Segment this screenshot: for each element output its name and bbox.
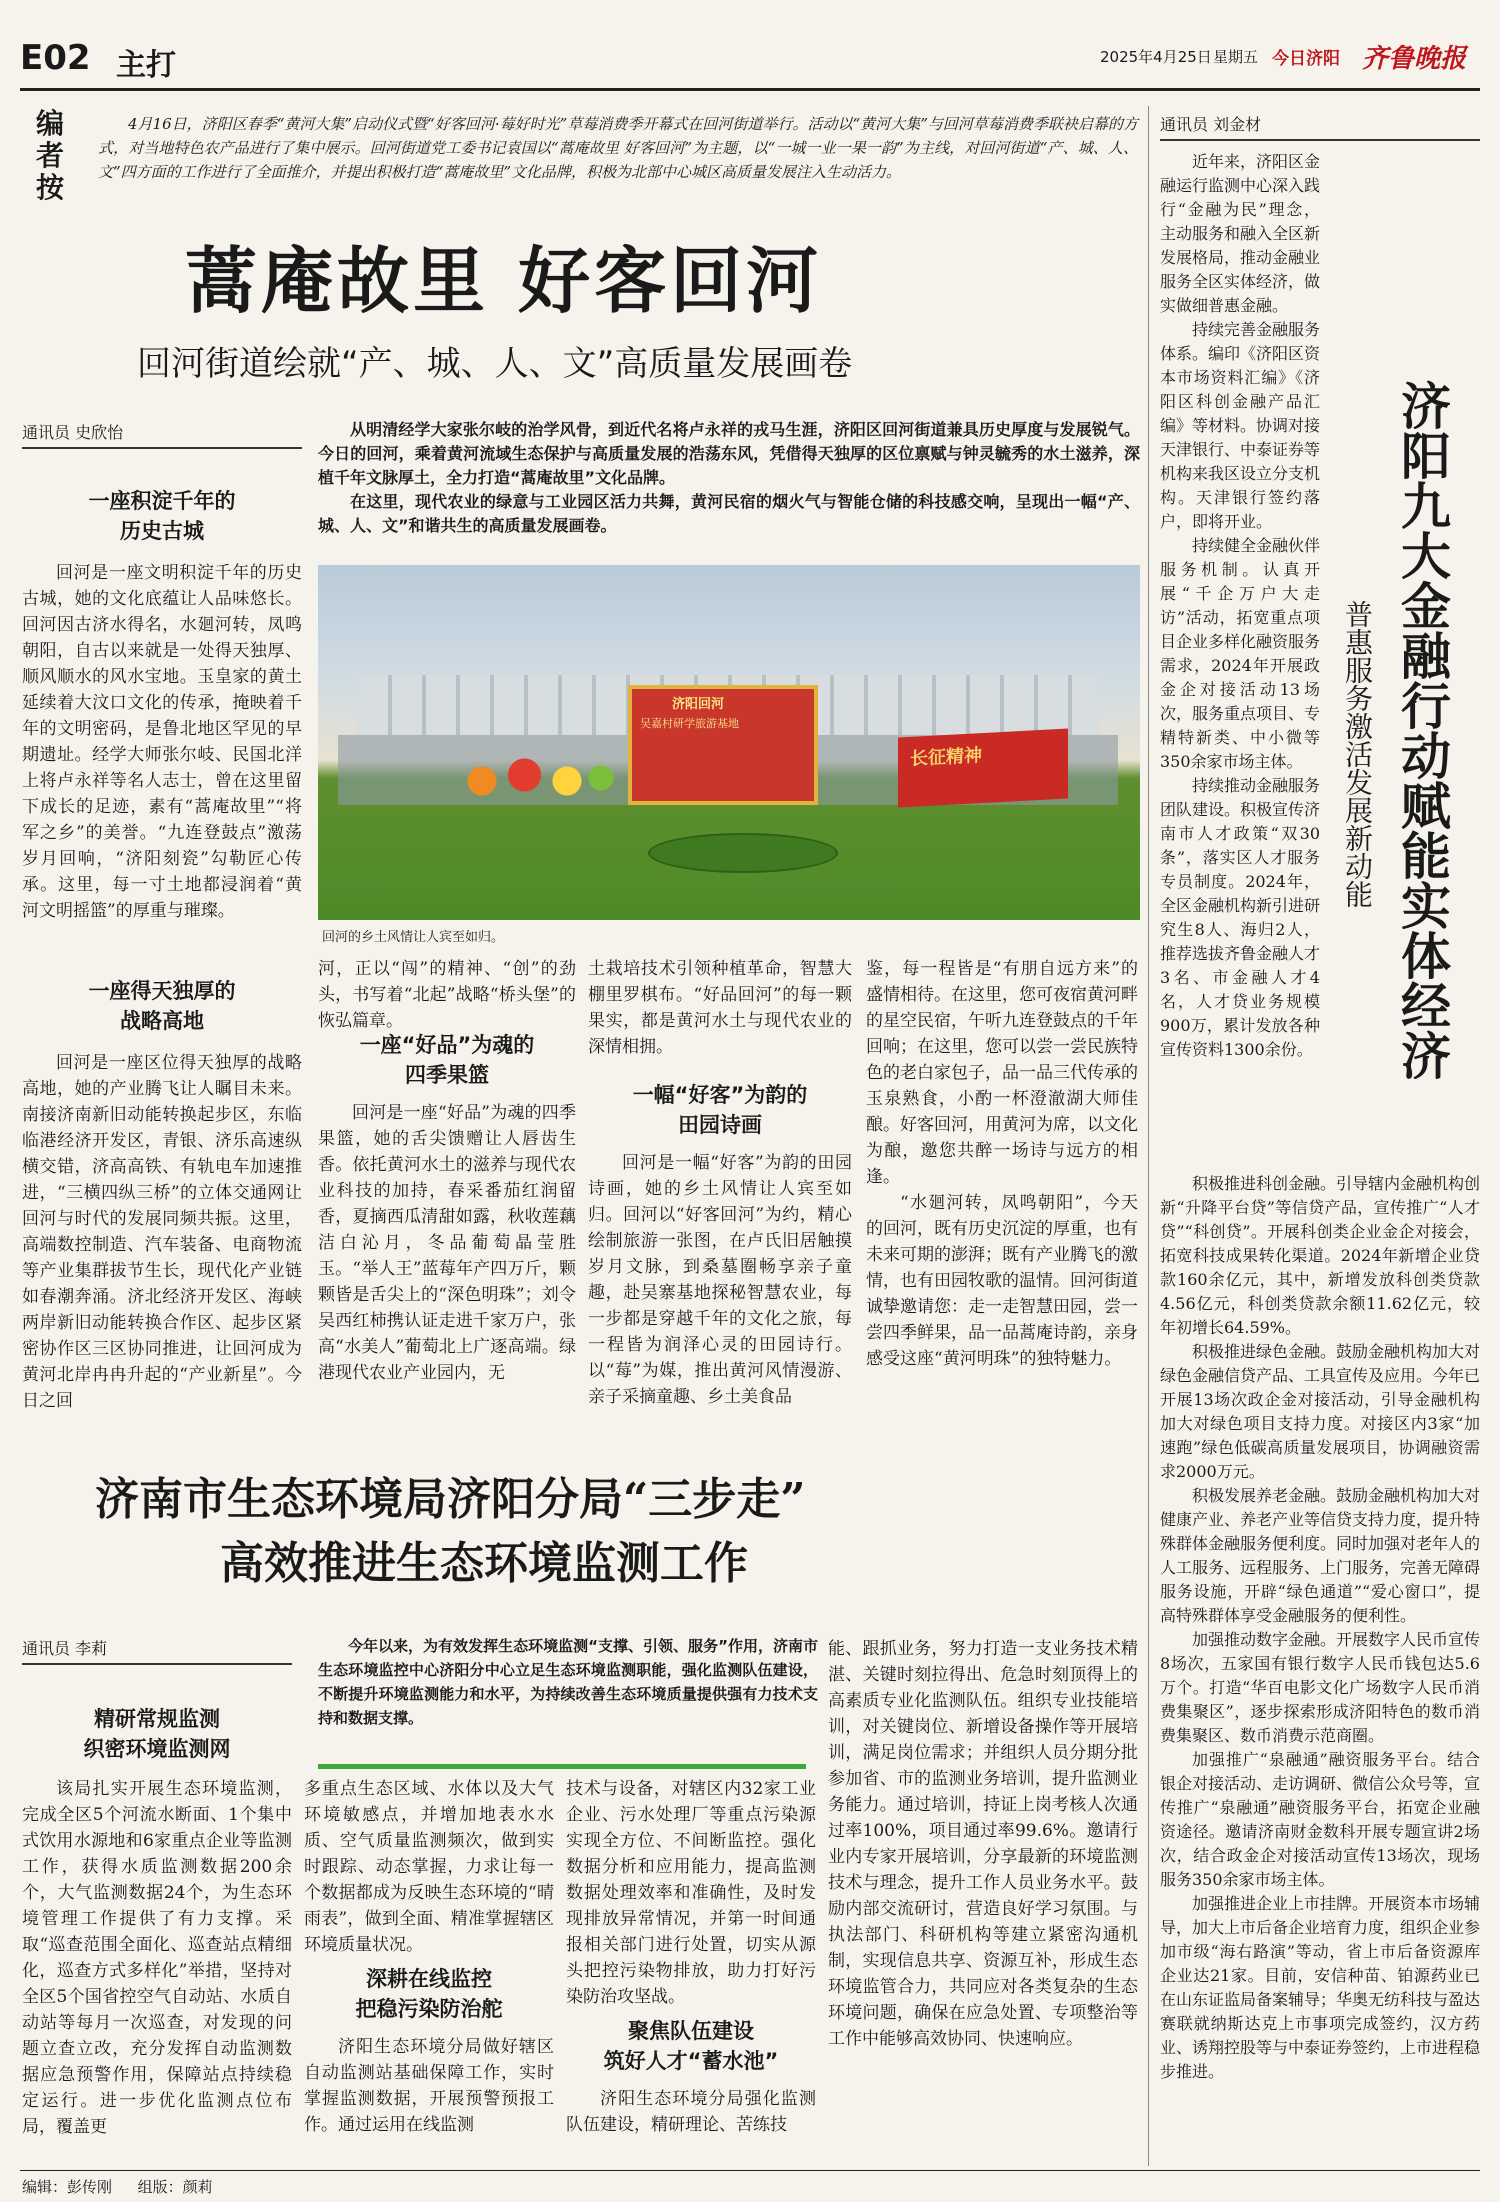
section-name: 主打: [116, 48, 176, 83]
article2-body-bottom: 积极推进科创金融。引导辖内金融机构创新“升降平台贷”等信贷产品，宣传推广“人才贷”“科创贷”。开展科创类企业金企对接会，拓宽科技成果转化渠道。2024年新增企业贷款160余亿元，其中，新增发放科创类贷款4.56亿元，科创类贷款余额11.62亿元，较年初增长64.59%。 积极推进绿色金融。鼓励金融机构加大对绿色金融信贷产品、工具宣传及应用。今年已开展13场次政企金对接活动，引导金融机构加大对绿色项目支持力度。对接区内3家“加速跑”绿色低碳高质量发展项目，协调融资需求2000万元。 积极发展养老金融。鼓励金融机构加大对健康产业、养老产业等信贷支持力度，提升特殊群体金融服务便利度。同时加强对老年人的人工服务、远程服务、上门服务，完善无障碍服务设施，开辟“绿色通道”“爱心窗口”，提高特殊群体享受金融服务的便利性。 加强推动数字金融。开展数字人民币宣传8场次，五家国有银行数字人民币钱包达5.6万个。打造“华百电影文化广场数字人民币消费集聚区”，逐步探索形成济阳特色的数币消费集聚区、数币消费示范商圈。 加强推广“泉融通”融资服务平台。结合银企对接活动、走访调研、微信公众号等，宣传推广“泉融通”融资服务平台，拓宽企业融资途径。邀请济南财金数科开展专题宣讲2场次，结合政金企对接活动宣传13场次，现场服务350余家市场主体。 加强推进企业上市挂牌。开展资本市场辅导，加大上市后备企业培育力度，组织企业参加市级“海右路演”等动，省上市后备资源库企业达21家。目前，安信种苗、铂源药业已在山东证监局备案辅导；华奥无纺科技与盈达赛联就纳斯达克上市事项完成签约，汉方药业、诱翔控股等与中泰证券签约，上市进程稳步推进。: [1160, 1174, 1481, 2081]
article1-headline: 蒿庵故里 好客回河: [185, 238, 823, 323]
entrance-sign-top: 济阳回河: [672, 697, 725, 712]
article1-subhead-2: 一座得天独厚的 战略高地: [88, 979, 236, 1033]
article3-col2-text-a: 多重点生态区域、水体以及大气环境敏感点，并增加地表水水质、空气质量监测频次，做到实时跟踪、动态掌握，力求让每一个数据都成为反映生态环境的“晴雨表”，做到全面、精准掌握辖区环境质量状况。: [304, 1779, 554, 1955]
editor-note-text: 4月16日，济阳区春季“黄河大集”启动仪式暨“好客回河·莓好时光”草莓消费季开幕式在回河街道举行。活动以“黄河大集”与回河草莓消费季联袂启幕的方式，对当地特色农产品进行了集中展示。回河街道党工委书记袁国以“蒿庵故里 好客回河”为主题，以“一城一业一果一韵”为主线，对回河街道“产、城、人、文”四方面的工作进行了全面推介，并提出积极打造“蒿庵故里”文化品牌，积极为北部中心城区高质量发展注入生动活力。: [98, 115, 1138, 181]
column-divider: [1148, 106, 1149, 2166]
banner-text: 长征精神: [910, 745, 982, 770]
page-number: E02: [20, 38, 91, 78]
article1-col3-text-a: 土栽培技术引领种植革命，智慧大棚里罗棋布。“好品回河”的每一颗果实，都是黄河水土与现代农业的深情相拥。: [588, 959, 852, 1057]
article1-col2-text-a: 河，正以“闯”的精神、“创”的劲头，书写着“北起”战略“桥头堡”的恢弘篇章。: [318, 959, 576, 1031]
article2-headline: 济阳九大金融行动赋能实体经济: [1393, 380, 1452, 1080]
issue-weekday: 星期五: [1213, 48, 1259, 66]
article2-byline: 通讯员 刘金材: [1160, 112, 1480, 141]
issue-date: 2025年4月25日: [1100, 48, 1212, 66]
article3-headline-2: 高效推进生态环境监测工作: [220, 1538, 748, 1589]
article3-col4-text: 能、跟抓业务，努力打造一支业务技术精湛、关键时刻拉得出、危急时刻顶得上的高素质专业化监测队伍。组织专业技能培训，对关键岗位、新增设备操作等开展培训，满足岗位需求；并组织人员分期分批参加省、市的监测业务培训，提升监测业务能力。通过培训，持证上岗考核人次通过率100%，项目通过率99.6%。邀请行业内专家开展培训，分享最新的环境监测技术与理念，提升工作人员业务水平。鼓励内部交流研讨，营造良好学习氛围。与执法部门、科研机构等建立紧密沟通机制，实现信息共享、资源互补，形成生态环境监管合力，共同应对各类复杂的生态环境问题，确保在应急处置、专项整治等工作中能够高效协同、快速响应。: [828, 1639, 1138, 2049]
footer: [22, 2176, 213, 2197]
decorative-figures: [448, 745, 618, 805]
article1-col2-text-b: 回河是一座“好品”为魂的四季果篮，她的舌尖馈赠让人唇齿生香。依托黄河水土的滋养与现代农业科技的加持，春采番茄红润留香，夏摘西瓜清甜如露，秋收莲藕洁白沁月，冬品葡萄晶莹胜玉。“举人王”蓝莓年产四万斤，颗颗皆是舌尖上的“深色明珠”；刘令吴西红柿携认证走进千家万户，张高“水美人”葡萄北上广逐高端。绿港现代农业产业园内，无: [318, 1103, 576, 1383]
article1-col3-text-b: 回河是一幅“好客”为韵的田园诗画，她的乡土风情让人宾至如归。回河以“好客回河”为约，精心绘制旅游一张图，在卢氏旧居触摸岁月文脉，到桑墓圈畅享亲子童趣，赴吴寨基地探秘智慧农业，每一步都是穿越千年的文化之旅，每一程皆为润泽心灵的田园诗行。以“莓”为媒，推出黄河风情漫游、亲子采摘童趣、乡土美食品: [588, 1153, 852, 1407]
footer-rule: [20, 2170, 1480, 2171]
article3-lead: 今年以来，为有效发挥生态环境监测“支撑、引领、服务”作用，济南市生态环境监控中心济阳分中心立足生态环境监测职能，强化监测队伍建设，不断提升环境监测能力和水平，为持续改善生态环境质量提供强有力技术支持和数据支撑。: [318, 1637, 818, 1727]
article1-col1-text-b: 回河是一座区位得天独厚的战略高地，她的产业腾飞让人瞩目未来。南接济南新旧动能转换起步区，东临临港经济开发区，青银、济乐高速纵横交错，济高高铁、有轨电车加速推进，“三横四纵三桥”的立体交通网让回河与时代的发展同频共振。这里，高端数控制造、汽车装备、电商物流等产业集群拔节生长，现代化产业链如春潮奔涌。济北经济开发区、海峡两岸新旧动能转换合作区、起步区紧密协作区三区协同推进，让回河成为黄河北岸冉冉升起的“产业新星”。今日之回: [22, 1053, 302, 1411]
page-header: [20, 38, 1480, 88]
article1-lead: 从明清经学大家张尔岐的治学风骨，到近代名将卢永祥的戎马生涯，济阳区回河街道兼具历史厚度与发展锐气。今日的回河，乘着黄河流域生态保护与高质量发展的浩荡东风，凭借得天独厚的区位禀赋与钟灵毓秀的水土滋养，深植千年文脉厚土，全力打造“蒿庵故里”文化品牌。 在这里，现代农业的绿意与工业园区活力共舞，黄河民宿的烟火气与智能仓储的科技感交响，呈现出一幅“产、城、人、文”和谐共生的高质量发展画卷。: [318, 420, 1140, 535]
article1-byline: 通讯员 史欣怡: [22, 420, 302, 449]
article1-photo: [318, 565, 1140, 920]
article3-subhead-3: 聚焦队伍建设 筑好人才“蓄水池”: [603, 2019, 779, 2073]
article3-col3-text-b: 济阳生态环境分局强化监测队伍建设，精研理论、苦练技: [566, 2089, 816, 2135]
article3-subhead-2: 深耕在线监控 把稳污染防治舵: [355, 1967, 503, 2021]
header-rule: [20, 88, 1480, 91]
article2-body-top: 近年来，济阳区金融运行监测中心深入践行“金融为民”理念，主动服务和融入全区新发展格局，推动金融业服务全区实体经济，做实做细普惠金融。 持续完善金融服务体系。编印《济阳区资本市场资料汇编》《济阳区科创金融产品汇编》等材料。协调对接天津银行、中泰证券等机构来我区设立分支机构。天津银行签约落户，即将开业。 持续健全金融伙伴服务机制。认真开展“千企万户大走访”活动，拓宽重点项目企业多样化融资服务需求，2024年开展政金企对接活动13场次，服务重点项目、专精特新类、中小微等350余家市场主体。 持续推动金融服务团队建设。积极宣传济南市人才政策“双30条”，落实区人才服务专员制度。2024年，全区金融机构新引进研究生8人、海归2人，推荐选拔齐鲁金融人才3名、市金融人才4名，人才贷业务规模900万，累计发放各种宣传资料1300余份。: [1160, 152, 1321, 1059]
article3-col2-text-b: 济阳生态环境分局做好辖区自动监测站基础保障工作，实时掌握监测数据，开展预警预报工作。通过运用在线监测: [304, 2037, 554, 2135]
article1-subheadline: 回河街道绘就“产、城、人、文”高质量发展画卷: [137, 344, 853, 384]
article1-subhead-1: 一座积淀千年的 历史古城: [88, 489, 236, 543]
article2-subheadline: 普惠服务激活发展新动能: [1341, 600, 1374, 908]
article3-headline-1: 济南市生态环境局济阳分局“三步走”: [95, 1474, 806, 1525]
footer-editor: 编辑：彭传刚: [22, 2178, 113, 2196]
article1-subhead-4: 一幅“好客”为韵的 田园诗画: [632, 1083, 808, 1137]
article3-col3-text-a: 技术与设备，对辖区内32家工业企业、污水处理厂等重点污染源实现全方位、不间断监控。强化数据分析和应用能力，提高监测数据处理效率和准确性，及时发现排放异常情况，并第一时间通报相关部门进行处置，切实从源头把控污染物排放，助力打好污染防治攻坚战。: [566, 1779, 816, 2007]
brand-logo: 齐鲁晚报: [1362, 44, 1467, 74]
article1-col4-text: 鉴，每一程皆是“有朋自远方来”的盛情相待。在这里，您可夜宿黄河畔的星空民宿，午听九连登鼓点的千年回响；在这里，您可以尝一尝民族特色的老白家包子，品一品三代传承的玉泉熟食，小酌一杯澄澈湖大师佳酿。好客回河，用黄河为席，以文化为酿，邀您共醉一场诗与远方的相逢。 “水廻河转，凤鸣朝阳”，今天的回河，既有历史沉淀的厚重，也有未来可期的澎湃；既有产业腾飞的激情，也有田园牧歌的温情。回河街道诚挚邀请您：走一走智慧田园，尝一尝四季鲜果，品一品蒿庵诗韵，亲身感受这座“黄河明珠”的独特魅力。: [866, 959, 1138, 1369]
editor-note-label: 编 者 按: [35, 107, 64, 204]
red-banner: [898, 729, 1068, 808]
footer-layout: 组版：颜莉: [137, 2178, 213, 2196]
channel-name: 今日济阳: [1272, 49, 1340, 69]
photo-caption: 回河的乡土风情让人宾至如归。: [322, 930, 505, 945]
entrance-sign-main: 吴嘉村研学旅游基地: [640, 717, 739, 730]
article3-col1-text: 该局扎实开展生态环境监测，完成全区5个河流水断面、1个集中式饮用水源地和6家重点企业等监测工作，获得水质监测数据200余个，大气监测数据24个，为生态环境管理工作提供了有力支撑。采取“巡查范围全面化、巡查站点精细化，巡查方式多样化”举措，坚持对全区5个国省控空气自动站、水质自动站等每月一次巡查，对发现的问题立查立改，充分发挥自动监测数据应急预警作用，保障站点持续稳定运行。进一步优化监测点位布局，覆盖更: [22, 1779, 292, 2137]
article1-subhead-3: 一座“好品”为魂的 四季果篮: [359, 1033, 535, 1087]
lead-green-rule: [318, 1764, 806, 1769]
article3-byline: 通讯员 李莉: [22, 1636, 292, 1665]
entrance-arch: [628, 685, 818, 805]
article1-col1-text-a: 回河是一座文明积淀千年的历史古城，她的文化底蕴让人品味悠长。回河因古济水得名，水廻河转，凤鸣朝阳，自古以来就是一处得天独厚、顺风顺水的风水宝地。玉皇家的黄土延续着大汶口文化的传承，掩映着千年的文明密码，是鲁北地区罕见的早期遗址。经学大师张尔岐、民国北洋上将卢永祥等名人志士，曾在这里留下成长的足迹，素有“蒿庵故里”“将军之乡”的美誉。“九连登鼓点”激荡岁月回响，“济阳刻瓷”勾勒匠心传承。这里，每一寸土地都浸润着“黄河文明摇篮”的厚重与璀璨。: [22, 563, 302, 921]
article3-subhead-1: 精研常规监测 织密环境监测网: [83, 1707, 231, 1761]
round-hedge: [648, 833, 838, 873]
